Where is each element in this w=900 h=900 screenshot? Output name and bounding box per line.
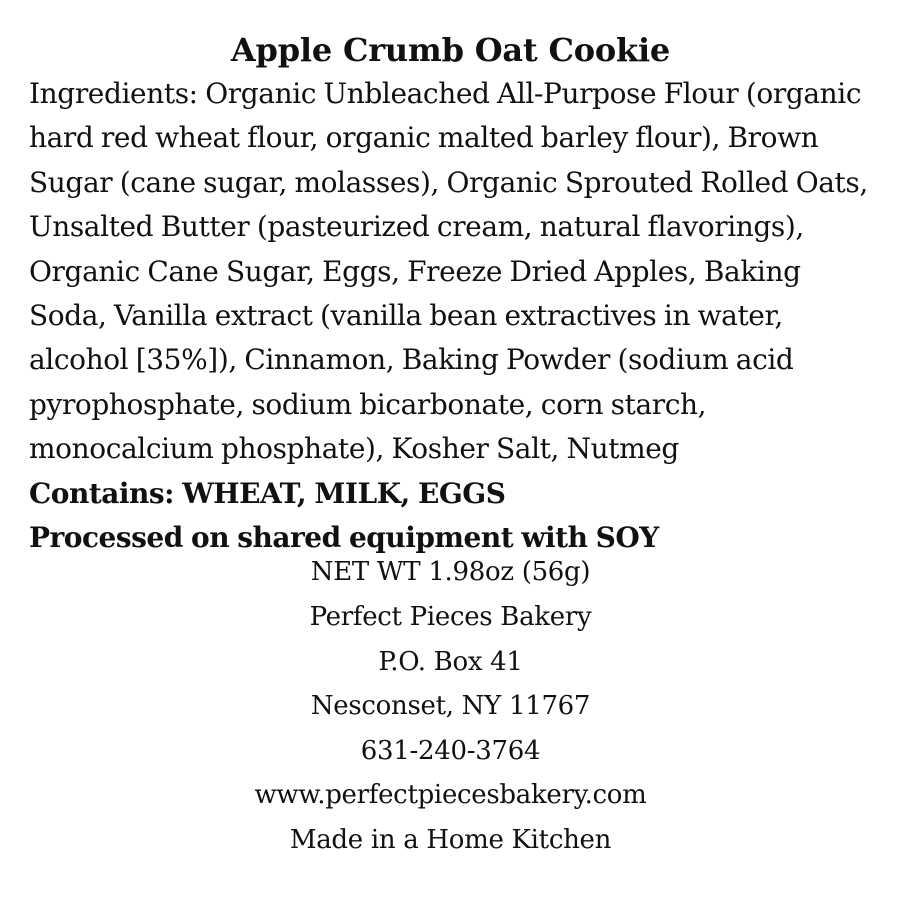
po-box: P.O. Box 41	[378, 646, 523, 677]
allergen-contains: Contains: WHEAT, MILK, EGGS	[29, 476, 506, 510]
allergen-shared-equipment: Processed on shared equipment with SOY	[29, 521, 659, 555]
tagline: Made in a Home Kitchen	[289, 825, 612, 856]
label-footer	[29, 550, 872, 862]
website: www.perfectpiecesbakery.com	[254, 780, 647, 811]
product-title: Apple Crumb Oat Cookie	[230, 31, 671, 69]
bakery-name: Perfect Pieces Bakery	[309, 602, 592, 633]
phone-number: 631-240-3764	[360, 735, 541, 766]
ingredients-list: Ingredients: Organic Unbleached All-Purpose Flour (organic hard red wheat flour, organic malted barley flour), Brown Sugar (cane sugar, molasses), Organic Sprouted Rolled Oats, Unsalted Butter (pasteurized cream, natural flavorings), Organic Cane Sugar, Eggs, Freeze Dried Apples, Baking Soda, Vanilla extract (vanilla bean extractives in water, alcohol [35%]), Cinnamon, Baking Powder (sodium acid pyrophosphate, sodium bicarbonate, corn starch, monocalcium phosphate), Kosher Salt, Nutmeg	[29, 77, 868, 466]
net-weight: NET WT 1.98oz (56g)	[310, 557, 591, 588]
city-state-zip: Nesconset, NY 11767	[310, 691, 591, 722]
